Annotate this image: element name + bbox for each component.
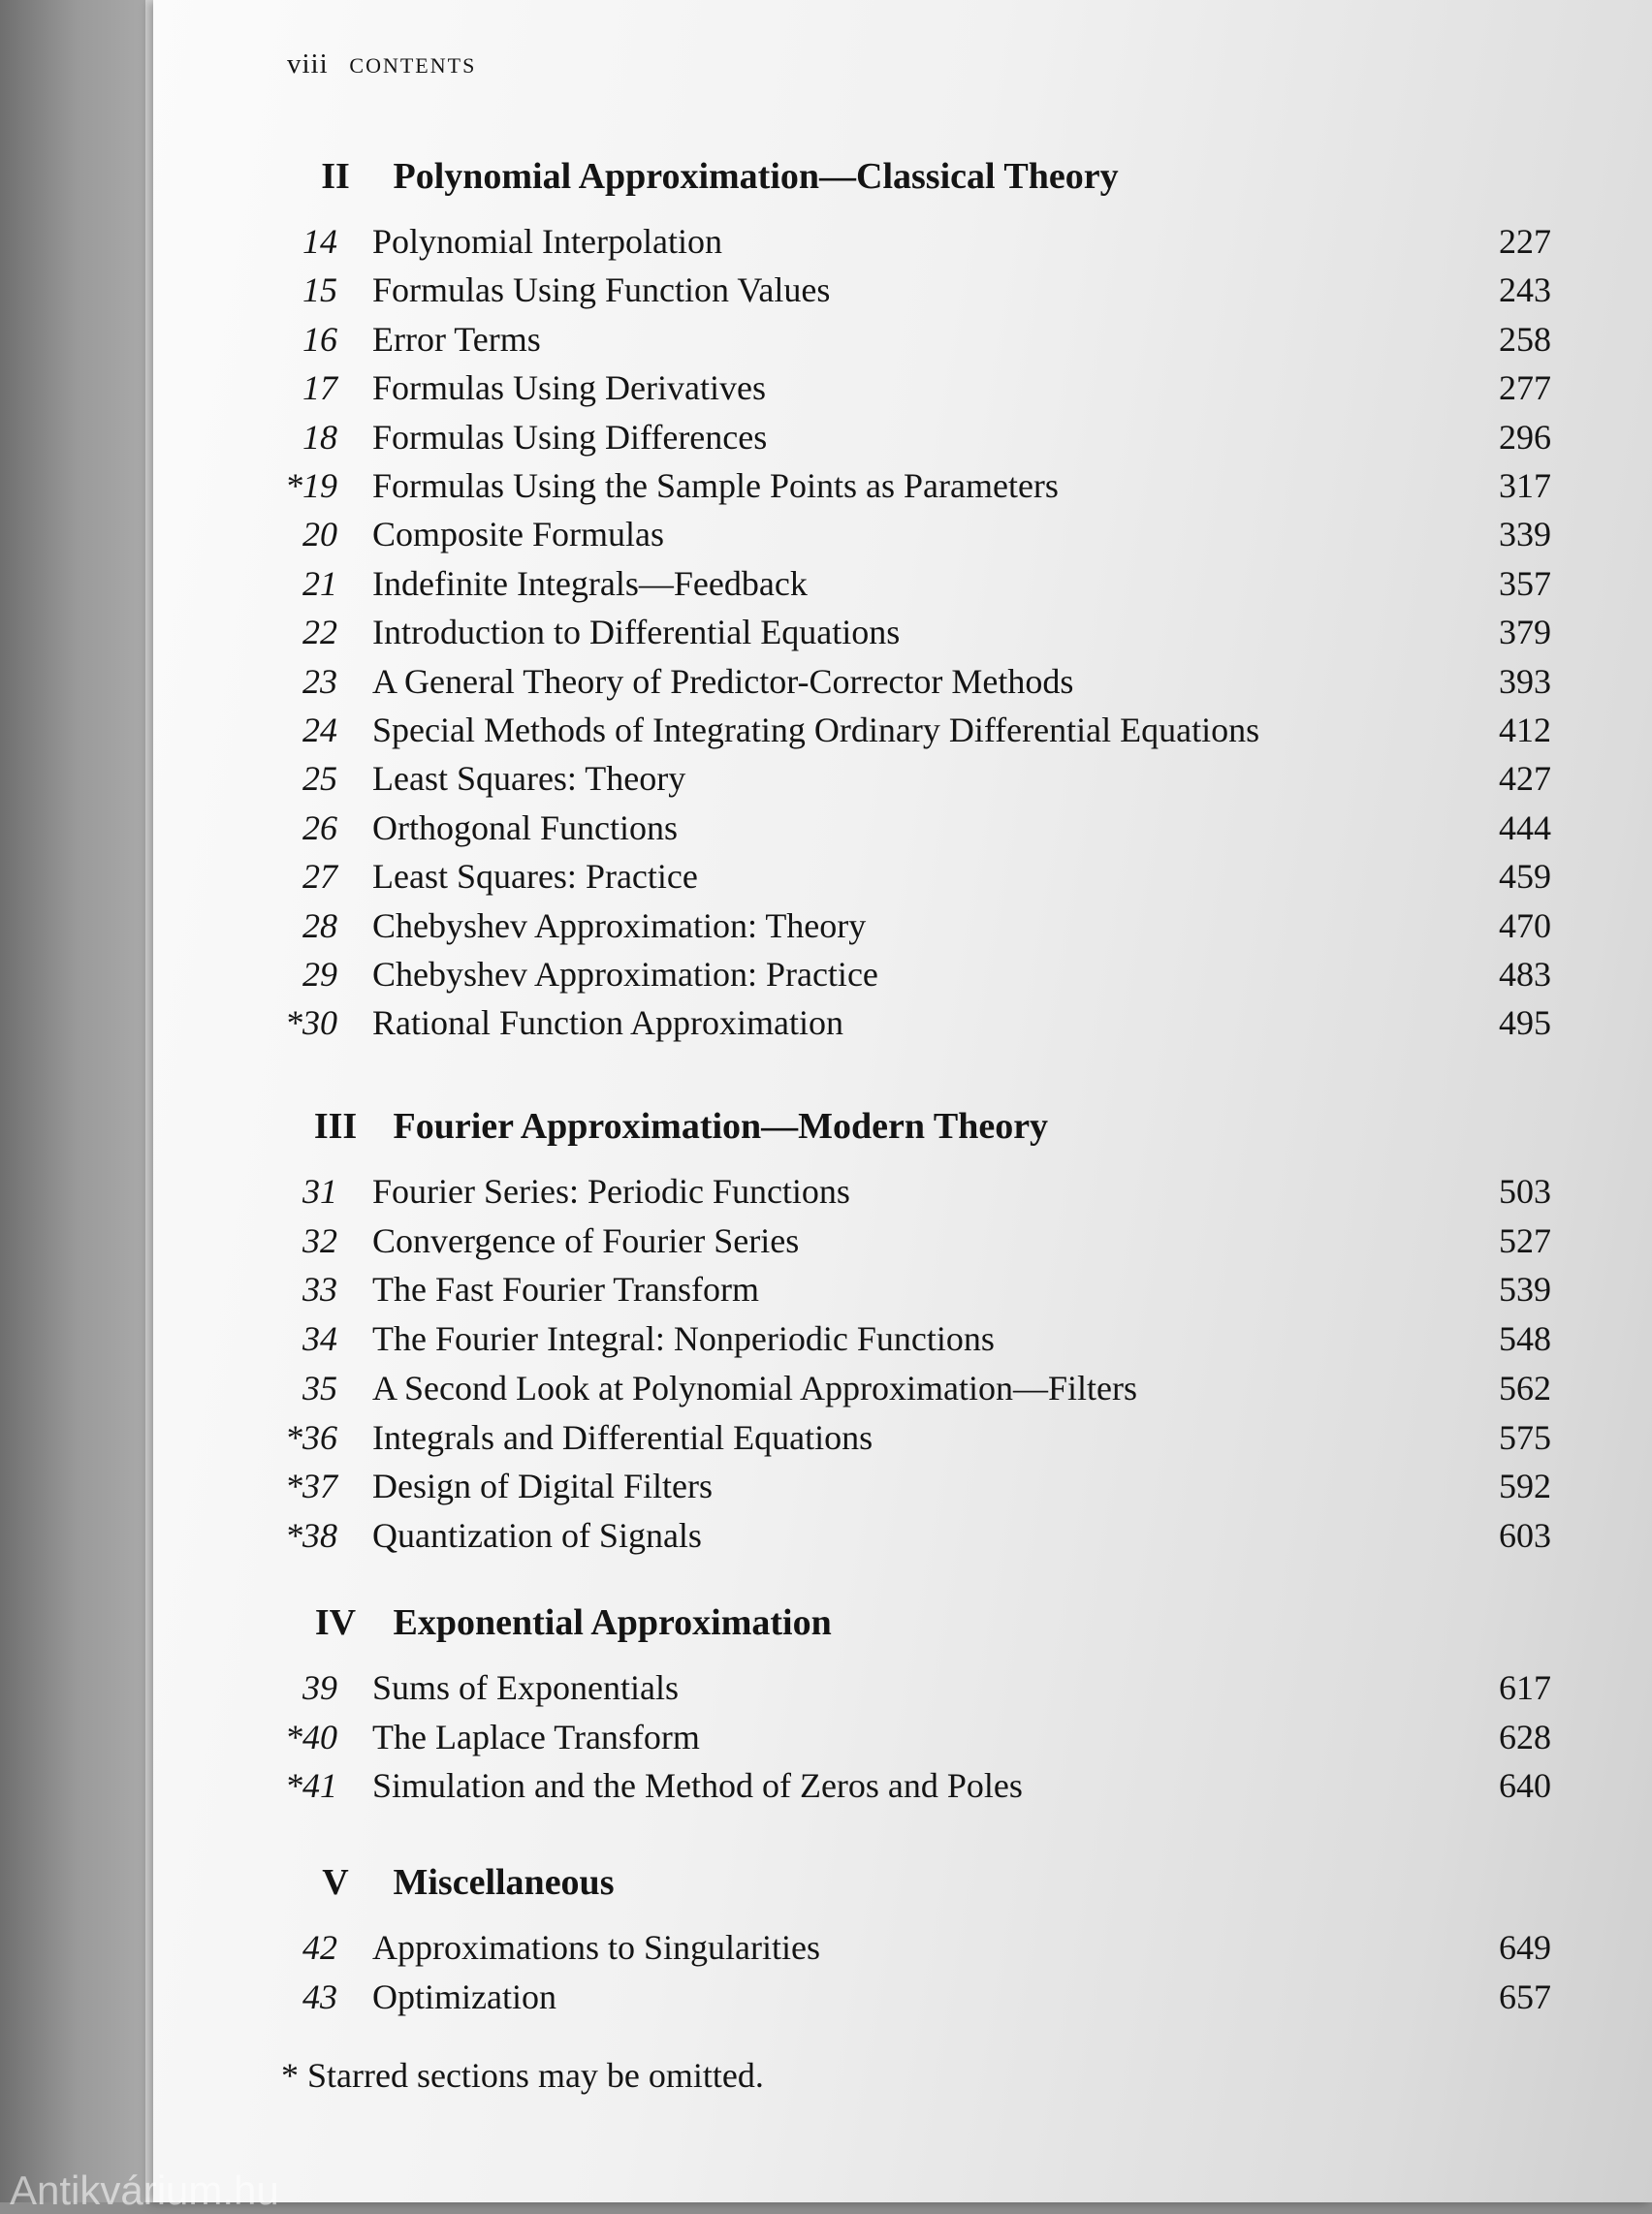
chapter-page: 657 [1499, 1977, 1551, 2016]
chapter-number: *41 [285, 1766, 337, 1805]
chapter-page: 470 [1499, 905, 1551, 945]
chapter-title: A General Theory of Predictor-Corrector Methods [372, 661, 1074, 701]
toc-entry [271, 1765, 1551, 1814]
chapter-title: Sums of Exponentials [372, 1668, 679, 1707]
chapter-page: 527 [1499, 1220, 1551, 1260]
chapter-number: *40 [285, 1717, 337, 1756]
chapter-page: 317 [1499, 466, 1551, 505]
chapter-title: Optimization [372, 1977, 556, 2016]
chapter-number: 24 [302, 711, 337, 749]
chapter-page: 548 [1499, 1319, 1551, 1359]
chapter-title: Formulas Using Derivatives [372, 368, 766, 408]
chapter-page: 339 [1499, 515, 1551, 554]
running-head-label: CONTENTS [349, 53, 477, 78]
toc-entry [271, 1417, 1551, 1466]
chapter-title: Orthogonal Functions [372, 807, 678, 847]
chapter-number: 23 [302, 661, 337, 701]
chapter-page: 649 [1499, 1928, 1551, 1967]
toc-entry [271, 465, 1551, 514]
chapter-page: 379 [1499, 613, 1551, 652]
chapter-title: Introduction to Differential Equations [372, 613, 901, 652]
chapter-number: 17 [302, 368, 337, 408]
toc-entry [271, 1466, 1551, 1514]
chapter-page: 459 [1499, 857, 1551, 897]
chapter-number: 15 [302, 270, 337, 310]
toc-entry [271, 269, 1551, 318]
chapter-number: 25 [302, 759, 337, 799]
chapter-title: The Laplace Transform [372, 1717, 700, 1756]
chapter-title: Indefinite Integrals—Feedback [372, 563, 808, 603]
chapter-number: 34 [302, 1319, 337, 1359]
chapter-number: 42 [302, 1928, 337, 1967]
chapter-page: 357 [1499, 563, 1551, 603]
toc-entry [271, 612, 1551, 660]
chapter-number: 14 [302, 222, 337, 261]
chapter-title: Fourier Series: Periodic Functions [372, 1172, 850, 1211]
chapter-number: 27 [302, 857, 337, 897]
chapter-number: 35 [302, 1368, 337, 1407]
chapter-title: Formulas Using Function Values [372, 270, 831, 310]
part-heading [287, 1105, 1557, 1148]
chapter-number: *37 [285, 1467, 337, 1506]
chapter-number: 43 [302, 1977, 337, 2016]
chapter-number: 20 [302, 515, 337, 554]
chapter-page: 617 [1499, 1668, 1551, 1707]
toc-entry [271, 563, 1551, 612]
chapter-page: 539 [1499, 1270, 1551, 1310]
chapter-title: Design of Digital Filters [372, 1467, 713, 1506]
chapter-title: Special Methods of Integrating Ordinary Differential Equations [372, 711, 1260, 749]
toc-entry [271, 856, 1551, 904]
chapter-title: Error Terms [372, 319, 541, 359]
chapter-page: 393 [1499, 661, 1551, 701]
part-heading [287, 155, 1557, 198]
page-number: viii [287, 48, 329, 79]
chapter-title: The Fourier Integral: Nonperiodic Functions [372, 1319, 995, 1359]
chapter-page: 603 [1499, 1515, 1551, 1555]
chapter-number: *38 [285, 1515, 337, 1555]
toc-entry [271, 905, 1551, 954]
toc-entry [271, 514, 1551, 562]
chapter-title: Rational Function Approximation [372, 1003, 843, 1043]
chapter-title: Polynomial Interpolation [372, 222, 722, 261]
toc-entry [271, 1318, 1551, 1367]
toc-entry [271, 661, 1551, 710]
chapter-number: *30 [285, 1003, 337, 1043]
part-number: III [313, 1106, 358, 1147]
toc-entry [271, 1717, 1551, 1765]
part-heading [287, 1861, 1557, 1904]
footnote: * Starred sections may be omitted. [281, 2056, 764, 2095]
toc-entry [271, 1667, 1551, 1716]
part-title: Fourier Approximation—Modern Theory [393, 1106, 1049, 1147]
toc-entry [271, 1927, 1551, 1976]
toc-entry [271, 417, 1551, 465]
toc-entry [271, 758, 1551, 807]
chapter-page: 562 [1499, 1368, 1551, 1407]
chapter-title: Chebyshev Approximation: Practice [372, 955, 878, 994]
part-title: Miscellaneous [393, 1862, 615, 1903]
chapter-title: The Fast Fourier Transform [372, 1270, 759, 1310]
chapter-title: Approximations to Singularities [372, 1928, 820, 1967]
chapter-page: 427 [1499, 759, 1551, 799]
chapter-title: Convergence of Fourier Series [372, 1220, 800, 1260]
toc-entry [271, 807, 1551, 856]
chapter-page: 444 [1499, 807, 1551, 847]
chapter-number: 29 [302, 955, 337, 994]
chapter-title: Least Squares: Practice [372, 857, 698, 897]
chapter-title: A Second Look at Polynomial Approximation—Filters [372, 1368, 1137, 1407]
chapter-title: Formulas Using the Sample Points as Parameters [372, 466, 1059, 505]
chapter-page: 277 [1499, 368, 1551, 408]
part-number: IV [314, 1602, 357, 1643]
toc-entry [271, 1368, 1551, 1416]
chapter-page: 628 [1499, 1717, 1551, 1756]
chapter-title: Integrals and Differential Equations [372, 1417, 874, 1457]
chapter-number: 16 [302, 319, 337, 359]
chapter-page: 592 [1499, 1467, 1551, 1506]
toc-entry [271, 1515, 1551, 1564]
chapter-number: 22 [302, 613, 337, 652]
chapter-number: *19 [285, 466, 337, 505]
toc-entry [271, 319, 1551, 367]
chapter-number: 26 [302, 807, 337, 847]
part-number: II [321, 156, 350, 197]
chapter-page: 412 [1499, 711, 1551, 749]
chapter-page: 503 [1499, 1172, 1551, 1211]
part-title: Polynomial Approximation—Classical Theory [393, 156, 1119, 197]
part-heading [287, 1601, 1557, 1644]
chapter-page: 243 [1499, 270, 1551, 310]
running-head [287, 48, 476, 80]
toc-entry [271, 1002, 1551, 1051]
chapter-page: 296 [1499, 417, 1551, 457]
toc-entry [271, 1269, 1551, 1317]
part-number: V [322, 1862, 349, 1903]
toc-entry [271, 1171, 1551, 1219]
chapter-title: Least Squares: Theory [372, 759, 686, 799]
chapter-title: Chebyshev Approximation: Theory [372, 905, 867, 945]
chapter-number: 18 [302, 417, 337, 457]
chapter-title: Composite Formulas [372, 515, 665, 554]
toc-entry [271, 710, 1551, 758]
toc-entry [271, 1220, 1551, 1269]
chapter-page: 495 [1499, 1003, 1551, 1043]
toc-entry [271, 221, 1551, 269]
chapter-number: *36 [285, 1417, 337, 1457]
chapter-number: 33 [302, 1270, 337, 1310]
chapter-page: 258 [1499, 319, 1551, 359]
chapter-number: 28 [302, 905, 337, 945]
chapter-number: 21 [302, 563, 337, 603]
chapter-title: Formulas Using Differences [372, 417, 768, 457]
part-title: Exponential Approximation [393, 1602, 832, 1643]
chapter-page: 640 [1499, 1766, 1551, 1805]
chapter-title: Simulation and the Method of Zeros and Poles [372, 1766, 1023, 1805]
chapter-number: 31 [302, 1172, 337, 1211]
chapter-number: 39 [302, 1668, 337, 1707]
toc-entry [271, 1977, 1551, 2025]
chapter-page: 483 [1499, 955, 1551, 994]
toc-entry [271, 367, 1551, 416]
chapter-title: Quantization of Signals [372, 1515, 702, 1555]
chapter-page: 227 [1499, 222, 1551, 261]
toc-entry [271, 954, 1551, 1002]
chapter-page: 575 [1499, 1417, 1551, 1457]
chapter-number: 32 [302, 1220, 337, 1260]
watermark: Antikvárium.hu [10, 2167, 279, 2213]
